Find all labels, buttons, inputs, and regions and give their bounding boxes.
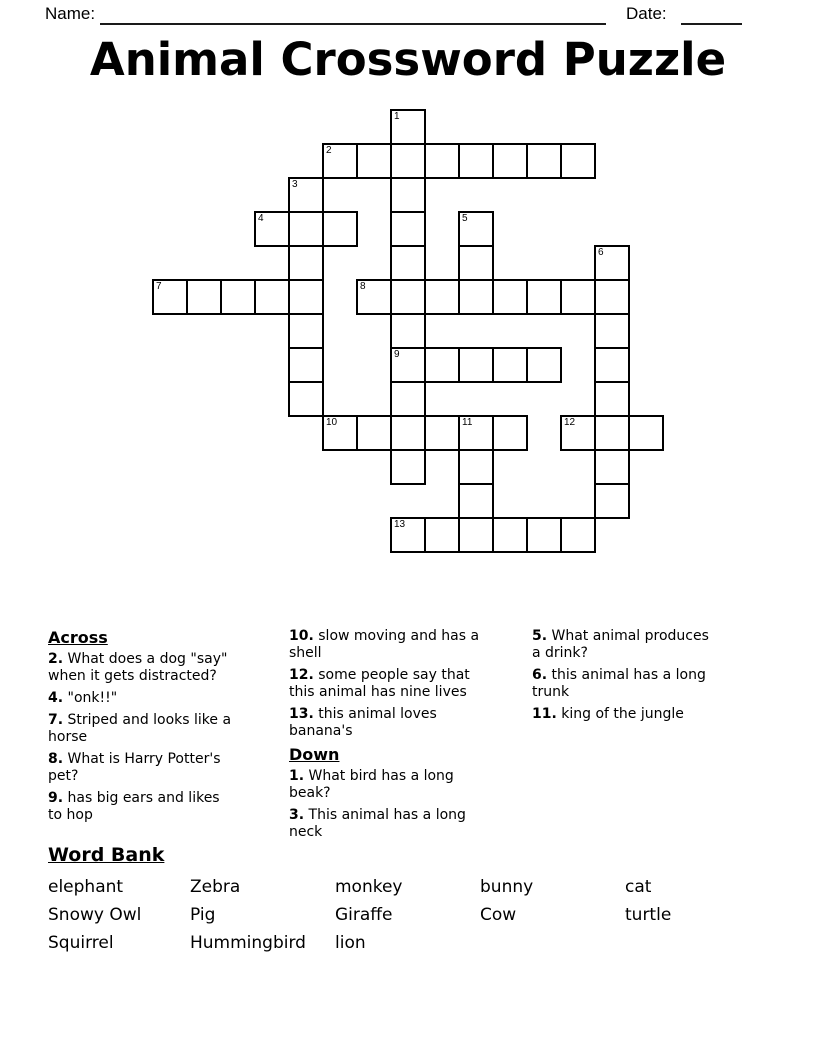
grid-cell-r1c10[interactable] [492, 143, 528, 179]
grid-cell-r5c11[interactable] [526, 279, 562, 315]
clues-column-left [48, 628, 288, 829]
clue-2: 2. What does a dog "say" when it gets distracted? [48, 651, 228, 684]
grid-cell-r11c9[interactable] [458, 483, 494, 519]
cell-number-5: 5 [462, 213, 468, 224]
word-bank-word: Snowy Owl [48, 905, 142, 925]
grid-cell-r12c8[interactable] [424, 517, 460, 553]
clue-number: 9. [48, 790, 64, 806]
grid-cell-r1c7[interactable] [390, 143, 426, 179]
across-section-header: Across [48, 628, 108, 647]
grid-cell-r2c7[interactable] [390, 177, 426, 213]
grid-cell-r9c5[interactable] [322, 415, 358, 451]
clue-7: 7. Striped and looks like a horse [48, 712, 232, 745]
clue-number: 13. [289, 706, 314, 722]
word-bank-word: Pig [190, 905, 216, 925]
name-fill-line [100, 6, 606, 25]
down-section-header: Down [289, 745, 340, 764]
grid-cell-r9c14[interactable] [628, 415, 664, 451]
cell-number-8: 8 [360, 281, 366, 292]
word-bank-word: lion [335, 933, 366, 953]
grid-cell-r10c13[interactable] [594, 449, 630, 485]
grid-cell-r11c13[interactable] [594, 483, 630, 519]
word-bank-word: bunny [480, 877, 534, 897]
word-bank-word: cat [625, 877, 652, 897]
word-bank-row [48, 873, 768, 901]
grid-cell-r1c8[interactable] [424, 143, 460, 179]
grid-cell-r1c11[interactable] [526, 143, 562, 179]
word-bank-word: elephant [48, 877, 124, 897]
cell-number-10: 10 [326, 417, 338, 428]
grid-cell-r5c3[interactable] [254, 279, 290, 315]
date-label: Date: [626, 4, 667, 23]
grid-cell-r7c13[interactable] [594, 347, 630, 383]
grid-cell-r3c4[interactable] [288, 211, 324, 247]
clue-12: 12. some people say that this animal has nine lives [289, 667, 470, 700]
clue-number: 4. [48, 690, 64, 706]
grid-cell-r1c5[interactable] [322, 143, 358, 179]
grid-cell-r5c4[interactable] [288, 279, 324, 315]
grid-cell-r5c6[interactable] [356, 279, 392, 315]
cell-number-11: 11 [462, 417, 473, 428]
clue-number: 5. [532, 628, 548, 644]
grid-cell-r9c8[interactable] [424, 415, 460, 451]
grid-cell-r7c4[interactable] [288, 347, 324, 383]
grid-cell-r9c13[interactable] [594, 415, 630, 451]
grid-cell-r12c12[interactable] [560, 517, 596, 553]
grid-cell-r7c11[interactable] [526, 347, 562, 383]
grid-cell-r5c8[interactable] [424, 279, 460, 315]
grid-cell-r3c3[interactable] [254, 211, 290, 247]
clues-column-right [532, 628, 772, 728]
grid-cell-r1c6[interactable] [356, 143, 392, 179]
clue-4: 4. "onk!!" [48, 690, 118, 706]
word-bank-word: Giraffe [335, 905, 393, 925]
grid-cell-r6c4[interactable] [288, 313, 324, 349]
grid-cell-r6c13[interactable] [594, 313, 630, 349]
cell-number-6: 6 [598, 247, 604, 258]
grid-cell-r7c7[interactable] [390, 347, 426, 383]
grid-cell-r12c7[interactable] [390, 517, 426, 553]
grid-cell-r5c7[interactable] [390, 279, 426, 315]
grid-cell-r2c4[interactable] [288, 177, 324, 213]
grid-cell-r7c8[interactable] [424, 347, 460, 383]
clue-13: 13. this animal loves banana's [289, 706, 437, 739]
cell-number-9: 9 [394, 349, 400, 360]
grid-cell-r4c9[interactable] [458, 245, 494, 281]
word-bank-word: monkey [335, 877, 403, 897]
grid-cell-r9c9[interactable] [458, 415, 494, 451]
grid-cell-r8c4[interactable] [288, 381, 324, 417]
grid-cell-r0c7[interactable] [390, 109, 426, 145]
grid-cell-r5c10[interactable] [492, 279, 528, 315]
clue-number: 11. [532, 706, 557, 722]
grid-cell-r10c7[interactable] [390, 449, 426, 485]
word-bank-row [48, 929, 768, 957]
word-bank-list [48, 873, 768, 957]
grid-cell-r5c2[interactable] [220, 279, 256, 315]
clue-5: 5. What animal produces a drink? [532, 628, 709, 661]
grid-cell-r4c7[interactable] [390, 245, 426, 281]
cell-number-2: 2 [326, 145, 332, 156]
page-title: Animal Crossword Puzzle [89, 33, 727, 86]
grid-cell-r7c9[interactable] [458, 347, 494, 383]
grid-cell-r1c9[interactable] [458, 143, 494, 179]
grid-cell-r9c7[interactable] [390, 415, 426, 451]
grid-cell-r9c12[interactable] [560, 415, 596, 451]
grid-cell-r3c9[interactable] [458, 211, 494, 247]
grid-cell-r10c9[interactable] [458, 449, 494, 485]
grid-cell-r5c13[interactable] [594, 279, 630, 315]
grid-cell-r5c0[interactable] [152, 279, 188, 315]
grid-cell-r3c7[interactable] [390, 211, 426, 247]
word-bank-word: Cow [480, 905, 517, 925]
grid-cell-r12c11[interactable] [526, 517, 562, 553]
clue-number: 10. [289, 628, 314, 644]
clue-number: 8. [48, 751, 64, 767]
clue-6: 6. this animal has a long trunk [532, 667, 706, 700]
clues-column-middle [289, 628, 529, 846]
word-bank-row [48, 901, 768, 929]
word-bank-title: Word Bank [48, 844, 165, 866]
cell-number-13: 13 [394, 519, 406, 530]
date-fill-line [681, 6, 742, 25]
grid-cell-r12c10[interactable] [492, 517, 528, 553]
clue-8: 8. What is Harry Potter's pet? [48, 751, 221, 784]
cell-number-7: 7 [156, 281, 162, 292]
crossword-grid [152, 109, 664, 553]
grid-cell-r1c12[interactable] [560, 143, 596, 179]
grid-cell-r4c4[interactable] [288, 245, 324, 281]
clue-1: 1. What bird has a long beak? [289, 768, 454, 801]
grid-cell-r9c6[interactable] [356, 415, 392, 451]
clue-9: 9. has big ears and likes to hop [48, 790, 220, 823]
clue-number: 12. [289, 667, 314, 683]
word-bank-word: Zebra [190, 877, 241, 897]
grid-cell-r5c12[interactable] [560, 279, 596, 315]
word-bank-word: turtle [625, 905, 672, 925]
grid-cell-r7c10[interactable] [492, 347, 528, 383]
cell-number-4: 4 [258, 213, 264, 224]
clue-number: 3. [289, 807, 305, 823]
cell-number-3: 3 [292, 179, 298, 190]
clue-3: 3. This animal has a long neck [289, 807, 466, 840]
word-bank-word: Squirrel [48, 933, 114, 953]
word-bank-word: Hummingbird [190, 933, 306, 953]
clue-number: 2. [48, 651, 64, 667]
grid-cell-r9c10[interactable] [492, 415, 528, 451]
grid-cell-r5c9[interactable] [458, 279, 494, 315]
clue-number: 6. [532, 667, 548, 683]
grid-cell-r12c9[interactable] [458, 517, 494, 553]
clue-number: 1. [289, 768, 305, 784]
cell-number-12: 12 [564, 417, 576, 428]
grid-cell-r8c13[interactable] [594, 381, 630, 417]
grid-cell-r6c7[interactable] [390, 313, 426, 349]
clue-10: 10. slow moving and has a shell [289, 628, 480, 661]
grid-cell-r4c13[interactable] [594, 245, 630, 281]
clue-11: 11. king of the jungle [532, 706, 684, 722]
clue-number: 7. [48, 712, 64, 728]
grid-cell-r5c1[interactable] [186, 279, 222, 315]
grid-cell-r3c5[interactable] [322, 211, 358, 247]
name-label: Name: [45, 4, 96, 23]
grid-cell-r8c7[interactable] [390, 381, 426, 417]
cell-number-1: 1 [394, 111, 400, 122]
